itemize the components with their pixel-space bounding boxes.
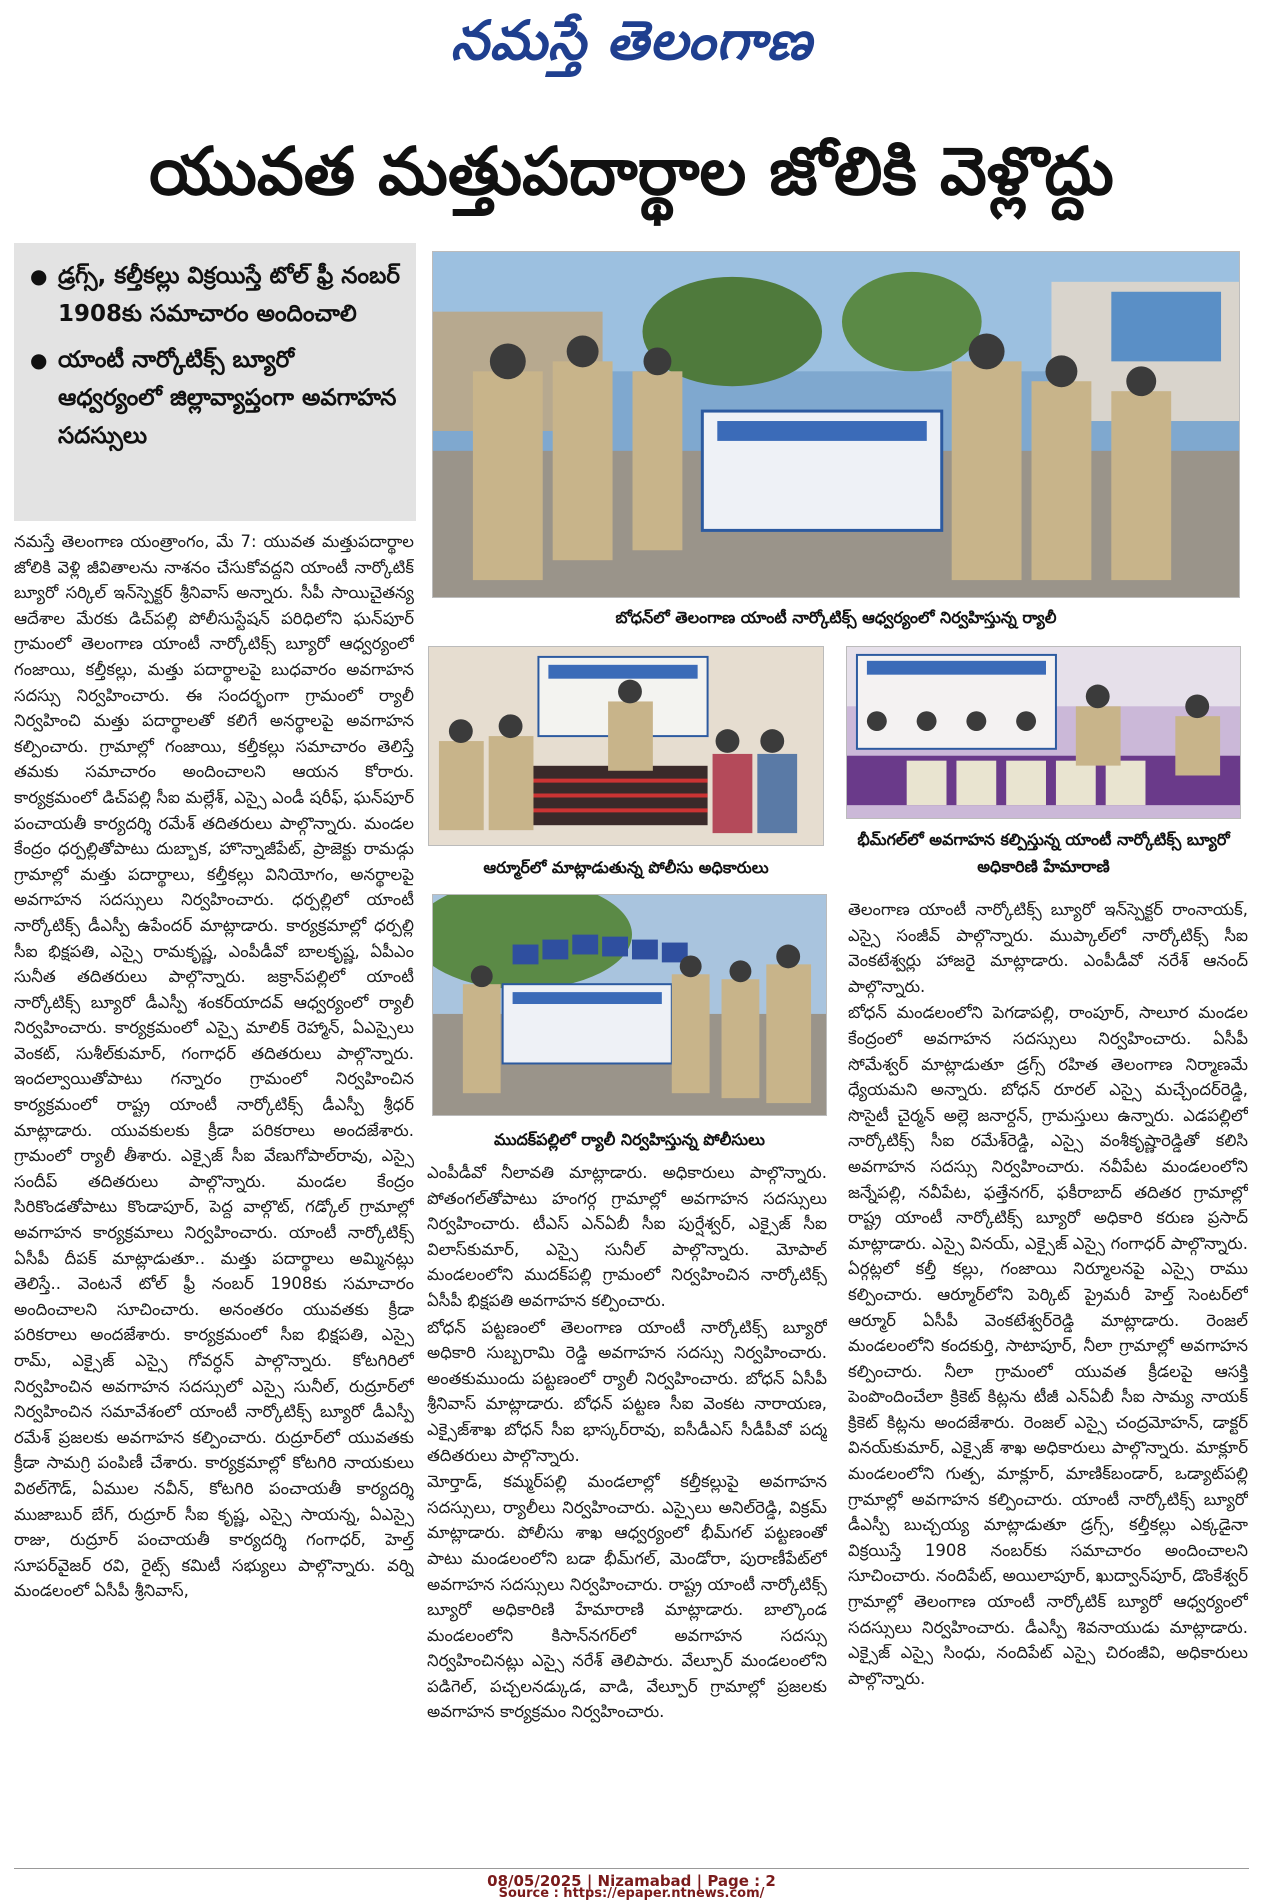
article-paragraph: మోర్తాడ్, కమ్మర్‌పల్లి మండలాల్లో కల్తీకల్లుపై అవగాహన సదస్సులు, ర్యాలీలు నిర్వహించారు. ఎస్సైలు అనిల్‌రెడ్డి, విక్రమ్ మాట్లాడారు. పోలీసు శాఖ ఆధ్వర్యంలో భీమ్‌గల్ పట్టణంతో పాటు మండలంలోని బడా భీమ్‌గల్, మెండోరా, పురాణీపేట్‌లో అవగాహన సదస్సులు నిర్వహించారు. రాష్ట్ర యాంటీ నార్కోటిక్స్ బ్యూరో అధికారిణి హేమారాణి మాట్లాడారు. బాల్కొండ మండలంలోని కిసాన్‌నగర్‌లో అవగాహన సదస్సు నిర్వహించినట్లు ఎస్సై నరేశ్ తెలిపారు. వేల్పూర్ మండలంలోని పడిగెల్, పచ్చలనడ్కుడ, వాడి, వేల్పూర్ గ్రామాల్లో ప్రజలకు అవగాహన కార్యక్రమం నిర్వహించారు. — [427, 1472, 827, 1722]
footer-divider — [14, 1868, 1249, 1869]
caption-rally-bodhan: బోధన్‌లో తెలంగాణ యాంటీ నార్కోటిక్స్ ఆధ్వర్యంలో నిర్వహిస్తున్న ర్యాలీ — [615, 608, 1057, 627]
article-paragraph: నమస్తే తెలంగాణ యంత్రాంగం, మే 7: యువత మత్తుపదార్థాల జోలికి వెళ్లి జీవితాలను నాశనం చేసుకోవద్దని యాంటీ నార్కోటిక్ బ్యూరో సర్కిల్ ఇన్‌స్పెక్టర్ శ్రీనివాస్ అన్నారు. సీపీ సాయిచైతన్య ఆదేశాల మేరకు డిచ్‌పల్లి పోలీసుస్టేషన్ పరిధిలోని ఘన్‌పూర్ గ్రామంలో తెలంగాణ యాంటీ నార్కోటిక్స్ బ్యూరో ఆధ్వర్యంలో గంజాయి, కల్తీకల్లు, మత్తు పదార్థాలపై బుధవారం అవగాహన సదస్సు నిర్వహించారు. ఈ సందర్భంగా గ్రామంలో ర్యాలీ నిర్వహించి మత్తు పదార్థాలతో కలిగే అనర్థాలపై అవగాహన కల్పించారు. గ్రామాల్లో గంజాయి, కల్తీకల్లు సమాచారం తెలిస్తే తమకు సమాచారం అందించాలని ఆయన కోరారు. కార్యక్రమంలో డిచ్‌పల్లి సీఐ మల్లేశ్, ఎస్సై ఎండీ షరీఫ్, ఘన్‌పూర్ పంచాయతీ కార్యదర్శి రమేశ్ తదితరులు పాల్గొన్నారు. మండల కేంద్రం ధర్పల్లితోపాటు దుబ్బాక, హొన్నాజీపేట్, ప్రాజెక్టు రామడ్గు గ్రామాల్లో మత్తు పదార్థాలు, కల్తీకల్లు వినియోగం, అనర్థాలపై అవగాహన సదస్సులు నిర్వహించారు. ధర్పల్లిలో యాంటీ నార్కోటిక్స్ డీఎస్పీ ఉపేందర్ మాట్లాడారు. కార్యక్రమాల్లో ధర్పల్లి సీఐ భిక్షపతి, ఎస్సై రామకృష్ణ, ఎంపీడీవో బాలకృష్ణ, ఏపీఎం సునీత తదితరులు పాల్గొన్నారు. జక్రాన్‌పల్లిలో యాంటీ నార్కోటిక్స్ బ్యూరో డీఎస్పీ శంకర్‌యాదవ్ ఆధ్వర్యంలో ర్యాలీ నిర్వహించారు. కార్యక్రమంలో ఎస్సై మాలిక్ రెహ్మాన్, ఏఎస్సైలు వెంకట్, సుశీల్‌కుమార్, గంగాధర్ తదితరులు పాల్గొన్నారు. ఇందల్వాయితోపాటు గన్నారం గ్రామంలో నిర్వహించిన కార్యక్రమంలో రాష్ట్ర యాంటీ నార్కోటిక్స్ డీఎస్పీ శ్రీధర్ మాట్లాడారు. యువకులకు క్రీడా పరికరాలు అందజేశారు. గ్రామంలో ర్యాలీ తీశారు. ఎక్సైజ్ సీఐ వేణుగోపాల్‌రావు, ఎస్సై సందీప్ తదితరులు పాల్గొన్నారు. మండల కేంద్రం సిరికొండతోపాటు కొండాపూర్, పెద్ద వాల్గొట్, గడ్కోల్ గ్రామాల్లో అవగాహన కార్యక్రమాలు నిర్వహించారు. యాంటీ నార్కోటిక్స్ ఏసీపీ దీపక్ మాట్లాడుతూ.. మత్తు పదార్థాలు అమ్మినట్లు తెలిస్తే.. వెంటనే టోల్ ఫ్రీ నంబర్ 1908కు సమాచారం అందించాలని సూచించారు. అనంతరం యువతకు క్రీడా పరికరాలు అందజేశారు. కార్యక్రమంలో సీఐ భిక్షపతి, ఎస్సై రామ్, ఎక్సైజ్ ఎస్సై గోవర్ధన్ పాల్గొన్నారు. కోటగిరిలో నిర్వహించిన అవగాహన సదస్సులో ఎస్సై సునీల్, రుద్రూర్‌లో నిర్వహించిన సమావేశంలో యాంటీ నార్కోటిక్స్ బ్యూరో డీఎస్పీ రమేశ్ ప్రజలకు అవగాహన కల్పించారు. రుద్రూర్‌లో యువతకు క్రీడా సామగ్రి పంపిణీ చేశారు. కార్యక్రమాల్లో కోటగిరి నాయకులు విఠల్‌గౌడ్, ఏముల నవీన్, కోటగిరి పంచాయతీ కార్యదర్శి ముజాబుర్ బేగ్, రుద్రూర్ సీఐ కృష్ణ, ఎస్సై సాయన్న, ఏఎస్సై రాజు, రుద్రూర్ పంచాయతీ కార్యదర్శి గంగాధర్, హెల్త్ సూపర్‌వైజర్ రవి, రైట్స్ కమిటీ సభ్యులు పాల్గొన్నారు. వర్ని మండలంలో ఏసీపీ శ్రీనివాస్, — [14, 532, 414, 1601]
caption-armoor: ఆర్మూర్‌లో మాట్లాడుతున్న పోలీసు అధికారులు — [483, 858, 769, 877]
footer-source: Source : https://epaper.ntnews.com/ — [498, 1886, 765, 1901]
newspaper-masthead: నమస్తే తెలంగాణ — [450, 8, 813, 72]
article-column-2 — [427, 1160, 827, 1860]
article-paragraph: తెలంగాణ యాంటీ నార్కోటిక్స్ బ్యూరో ఇన్‌స్పెక్టర్ రాంనాయక్, ఎస్సై సంజీవ్ పాల్గొన్నారు. ముప్కాల్‌లో నార్కోటిక్స్ సీఐ వెంకటేశ్వర్లు హాజరై మాట్లాడారు. ఎంపీడీవో నరేశ్ ఆనంద్ పాల్గొన్నారు. — [848, 900, 1248, 996]
article-headline: యువత మత్తుపదార్థాల జోలికి వెళ్లొద్దు — [149, 133, 1114, 210]
mudakpalli-photo — [432, 894, 827, 1116]
article-paragraph: బోధన్ మండలంలోని పెగడాపల్లి, రాంపూర్, సాలూర మండల కేంద్రంలో అవగాహన సదస్సులు నిర్వహించారు. ఏసీపీ సోమేశ్వర్ మాట్లాడుతూ డ్రగ్స్ రహిత తెలంగాణ నిర్మాణమే ధ్యేయమని అన్నారు. బోధన్ రూరల్ ఎస్సై మచ్చేందర్‌రెడ్డి, సొసైటీ చైర్మన్ అల్లె జనార్దన్, గ్రామస్తులు ఉన్నారు. ఎడపల్లిలో నార్కోటిక్స్ సీఐ రమేశ్‌రెడ్డి, ఎస్సై వంశీకృష్ణారెడ్డితో కలిసి అవగాహన సదస్సు నిర్వహించారు. నవీపేట మండలంలోని జన్నేపల్లి, నవీపేట, ఫత్తేనగర్, ఫకీరాబాద్ తదితర గ్రామాల్లో రాష్ట్ర యాంటీ నార్కోటిక్స్ బ్యూరో అధికారి కరుణ ప్రసాద్ మాట్లాడారు. ఎస్సై వినయ్, ఎక్సైజ్ ఎస్సై గంగాధర్ పాల్గొన్నారు. ఏర్గట్లలో కల్తీ కల్లు, గంజాయి నిర్మూలనపై ఎస్సై రాము కల్పించారు. ఆర్మూర్‌లోని పెర్కిట్ ప్రైమరీ హెల్త్ సెంటర్‌లో ఆర్మూర్ ఏసీపీ వెంకటేశ్వర్‌రెడ్డి మాట్లాడారు. రెంజల్ మండలంలోని కందకుర్తి, సాటాపూర్, నీలా గ్రామాల్లో అవగాహన కల్పించారు. నీలా గ్రామంలో యువత క్రీడలపై ఆసక్తి పెంపొందించేలా క్రికెట్ కిట్లను టీజీ ఎన్‌ఏబీ సీఐ సామ్య నాయక్ క్రికెట్ కిట్లను అందజేశారు. రెంజల్ ఎస్సై చంద్రమోహన్, డాక్టర్ వినయ్‌కుమార్, ఎక్సైజ్ శాఖ అధికారులు పాల్గొన్నారు. మాక్లూర్ మండలంలోని గుత్ప, మాక్లూర్, మాణిక్‌బండార్, ఒడ్యాట్‌పల్లి గ్రామాల్లో అవగాహన కల్పించారు. యాంటీ నార్కోటిక్స్ బ్యూరో డీఎస్పీ బుచ్చయ్య మాట్లాడుతూ డ్రగ్స్, కల్తీకల్లు ఎక్కడైనా విక్రయిస్తే 1908 నంబర్‌కు సమాచారం అందించాలని సూచించారు. నందిపేట్, అయిలాపూర్, ఖుద్వాన్‌పూర్, డొంకేశ్వర్ గ్రామాల్లో తెలంగాణ యాంటీ నార్కోటిక్ బ్యూరో ఆధ్వర్యంలో సదస్సులు నిర్వహించారు. డీఎస్పీ శివనాయుడు మాట్లాడారు. ఎక్సైజ్ ఎస్సై సింధు, నందిపేట్ ఎస్సై చిరంజీవి, అధికారులు పాల్గొన్నారు. — [848, 1003, 1248, 1688]
article-paragraph: బోధన్ పట్టణంలో తెలంగాణ యాంటీ నార్కోటిక్స్ బ్యూరో అధికారి సుబ్బరామి రెడ్డి అవగాహన సదస్సు నిర్వహించారు. అంతకుముందు పట్టణంలో ర్యాలీ నిర్వహించారు. బోధన్ ఏసీపీ శ్రీనివాస్ మాట్లాడారు. బోధన్ పట్టణ సీఐ వెంకట నారాయణ, ఎక్సైజ్‌శాఖ బోధన్ సీఐ భాస్కర్‌రావు, ఐసీడీఎస్ సీడీపీవో పద్మ తదితరులు పాల్గొన్నారు. — [427, 1317, 827, 1465]
highlights-box — [14, 243, 416, 521]
rally-photo-bodhan — [432, 251, 1240, 598]
bheemgal-photo — [846, 646, 1241, 819]
article-paragraph: ఎంపీడీవో నీలావతి మాట్లాడారు. అధికారులు పాల్గొన్నారు. పోతంగల్‌తోపాటు హంగర్గ గ్రామాల్లో అవగాహన సదస్సులు నిర్వహించారు. టీఎస్ ఎన్‌ఏబీ సీఐ పుర్షేశ్వర్, ఎక్సైజ్ సీఐ విలాస్‌కుమార్, ఎస్సై సునీల్ పాల్గొన్నారు. మోపాల్ మండలంలోని ముదక్‌పల్లి గ్రామంలో నిర్వహించిన నార్కోటిక్స్ ఏసీపీ భిక్షపతి అవగాహన కల్పించారు. — [427, 1163, 827, 1310]
caption-mudakpalli: ముదక్‌పల్లిలో ర్యాలీ నిర్వహిస్తున్న పోలీసులు — [494, 1130, 765, 1149]
highlight-item: ● డ్రగ్స్, కల్తీకల్లు విక్రయిస్తే టోల్ ఫ్రీ నంబర్ 1908కు సమాచారం అందించాలి — [28, 257, 402, 333]
article-column-1 — [14, 529, 414, 1859]
highlight-item: ● యాంటీ నార్కోటిక్స్ బ్యూరో ఆధ్వర్యంలో జిల్లావ్యాప్తంగా అవగాహన సదస్సులు — [28, 341, 402, 455]
caption-bheemgal: భీమ్‌గల్‌లో అవగాహన కల్పిస్తున్న యాంటీ నార్కోటిక్స్ బ్యూరో అధికారిణి హేమారాణి — [857, 830, 1230, 876]
footer-date-edition: 08/05/2025 | Nizamabad | Page : 2 — [487, 1872, 776, 1890]
armoor-photo — [428, 646, 824, 846]
article-column-3 — [848, 897, 1248, 1857]
